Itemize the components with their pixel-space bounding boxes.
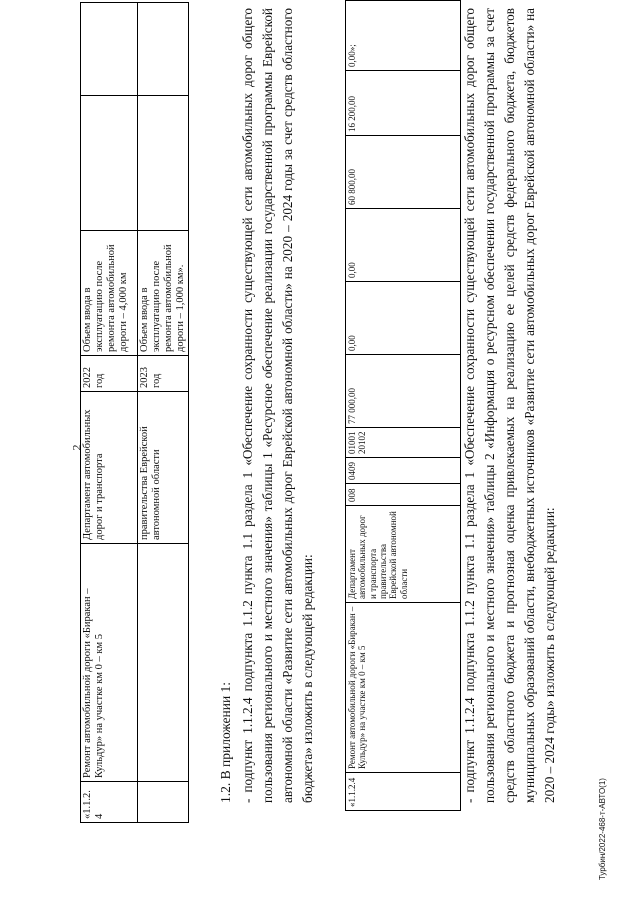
amount-2021: 0,00 [346, 209, 461, 282]
resource-table [345, 0, 461, 811]
empty-cell [81, 3, 138, 96]
amount-2022: 60 800,00 [346, 136, 461, 209]
measure-name [138, 544, 189, 782]
program-measures-table [80, 2, 189, 823]
row-number: «1.1.2.4 [346, 773, 461, 811]
total-amount: 77 000,00 [346, 355, 461, 428]
measure-number [138, 782, 189, 823]
page-number: 2 [69, 444, 84, 451]
amount-2020: 0,00 [346, 282, 461, 355]
csr-code: 0100120102 [346, 428, 461, 458]
measure-year: 2023 год [138, 356, 189, 392]
document-code: Турбин/2022-468-т-АВТО(1) [598, 778, 607, 880]
measure-result: Объем ввода в эксплуатацию после ремонта автомобильной дороги – 1,000 км». [138, 231, 189, 356]
grbs-code: 008 [346, 484, 461, 506]
paragraph-amendment-table2: - подпункт 1.1.2.4 подпункта 1.1.2 пункта 1.1 раздела 1 «Обеспечение сохранности существующей сети автомобильных дорог общего пользования регионального и местного значения» таблицы 2 «Информация о ресурсном обеспечении государственной программы за счет средств областного бюджета и прогнозная оценка привлекаемых на реализацию ее целей средств федерального бюджета, бюджетов муниципальных образований области, внебюджетных источников «Развитие сети автомобильных дорог Еврейской автономной области» на 2020 – 2024 годы» изложить в следующей редакции: [462, 8, 557, 803]
empty-cell [138, 96, 189, 231]
measure-number: «1.1.2.4 [81, 782, 138, 823]
measure-year: 2022 год [81, 356, 138, 392]
amount-2023: 16 200,00 [346, 71, 461, 136]
executor: Департамент автомобильных дорог и транспорта правительства Еврейской автономной области [346, 506, 461, 603]
measure-result: Объем ввода в эксплуатацию после ремонта автомобильной дороги – 4,000 км [81, 231, 138, 356]
empty-cell [81, 96, 138, 231]
paragraph-amendment-table1: - подпункт 1.1.2.4 подпункта 1.1.2 пункта 1.1 раздела 1 «Обеспечение сохранности существующей сети автомобильных дорог общего пользования регионального и местного значения» таблицы 1 «Ресурсное обеспечение реализации государственной программы Еврейской автономной области «Развитие сети автомобильных дорог Еврейской автономной области» на 2020 – 2024 годы за счет средств областного бюджета» изложить в следующей редакции: [240, 8, 315, 803]
table-row [346, 1, 461, 811]
section-heading: 1.2. В приложении 1: [218, 681, 233, 803]
measure-executor: правительства Еврейской автономной области [138, 392, 189, 544]
measure-executor: Департамент автомобильных дорог и транспорта [81, 392, 138, 544]
table-row [81, 3, 138, 823]
measure-name: Ремонт автомобильной дороги «Биракан – Кульдур» на участке км 0 – км 5 [81, 544, 138, 782]
measure-name: Ремонт автомобильной дороги «Биракан – Кульдур» на участке км 0 – км 5 [346, 603, 461, 773]
rzpr-code: 0409 [346, 458, 461, 484]
empty-cell [138, 3, 189, 96]
table-row [138, 3, 189, 823]
amount-2024: 0,00»; [346, 1, 461, 71]
